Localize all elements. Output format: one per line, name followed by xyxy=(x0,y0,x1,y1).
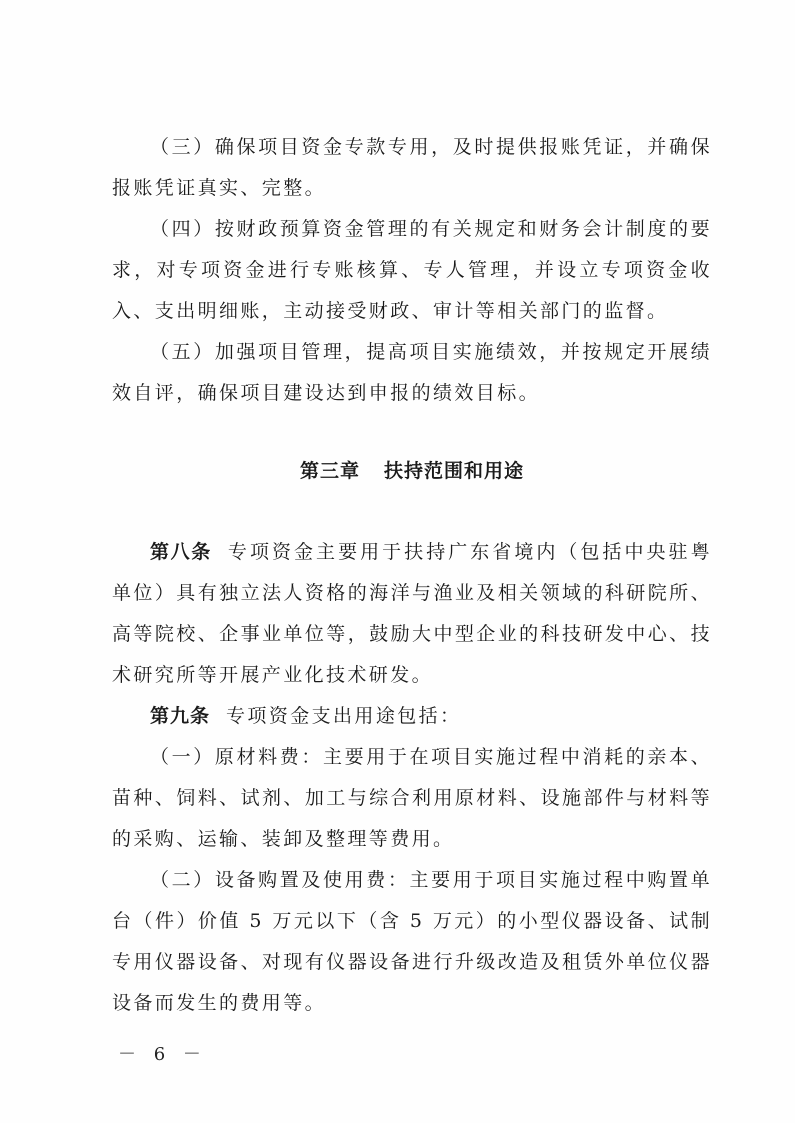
chapter-heading xyxy=(112,451,712,492)
article-8-label: 第八条 xyxy=(150,541,212,563)
document-body xyxy=(112,127,712,1024)
article-9-text: 专项资金支出用途包括： xyxy=(226,705,462,727)
chapter-title: 扶持范围和用途 xyxy=(384,460,525,482)
article-9-label: 第九条 xyxy=(150,705,211,727)
paragraph-item-4: （四）按财政预算资金管理的有关规定和财务会计制度的要求，对专项资金进行专账核算、专人管理，并设立专项资金收入、支出明细账，主动接受财政、审计等相关部门的监督。 xyxy=(112,218,712,322)
article-8-text: 专项资金主要用于扶持广东省境内（包括中央驻粤单位）具有独立法人资格的海洋与渔业及相关领域的科研院所、高等院校、企事业单位等，鼓励大中型企业的科技研发中心、技术研究所等开展产业化技术研发。 xyxy=(112,541,712,686)
expense-item-1: （一）原材料费：主要用于在项目实施过程中消耗的亲本、苗种、饲料、试剂、加工与综合利用原材料、设施部件与材料等的采购、运输、装卸及整理等费用。 xyxy=(112,746,712,850)
article-8 xyxy=(112,532,712,696)
expense-item-2: （二）设备购置及使用费：主要用于项目实施过程中购置单台（件）价值 5 万元以下（含 5 万元）的小型仪器设备、试制专用仪器设备、对现有仪器设备进行升级改造及租赁外单位仪器设备而发生的费用等。 xyxy=(112,869,712,1014)
paragraph-item-3: （三）确保项目资金专款专用，及时提供报账凭证，并确保报账凭证真实、完整。 xyxy=(112,136,712,199)
page-number: － 6 － xyxy=(118,1044,207,1065)
article-9 xyxy=(112,696,712,737)
chapter-number: 第三章 xyxy=(299,460,360,482)
paragraph-item-5: （五）加强项目管理，提高项目实施绩效，并按规定开展绩效自评，确保项目建设达到申报的绩效目标。 xyxy=(112,341,712,404)
